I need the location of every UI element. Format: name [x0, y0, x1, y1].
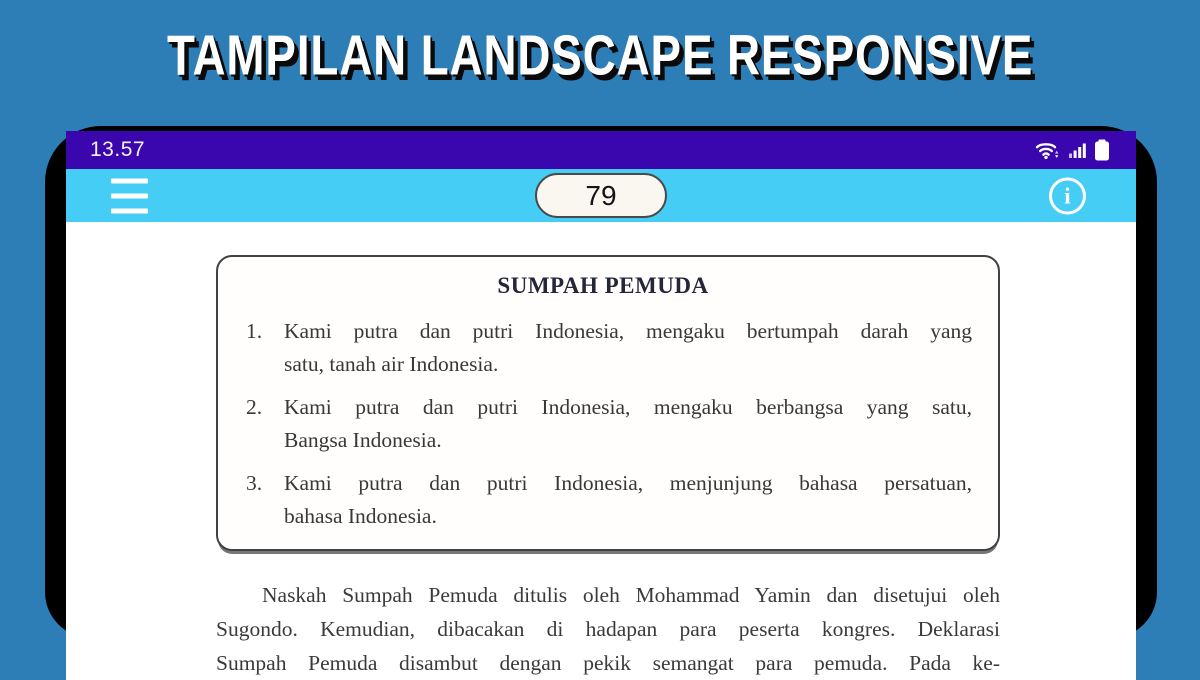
info-glyph: i — [1064, 183, 1071, 208]
battery-icon — [1094, 139, 1110, 161]
list-item-number: 1. — [246, 319, 263, 343]
device-frame — [45, 126, 1157, 675]
info-icon[interactable] — [1049, 177, 1086, 214]
list-item-text — [284, 315, 972, 381]
list-item-line: Bangsa Indonesia. — [284, 428, 442, 452]
sumpah-pemuda-box — [216, 255, 1000, 551]
list-item-line: Kami putra dan putri Indonesia, menjunjung bahasa persatuan, — [284, 471, 972, 495]
status-icons — [1035, 139, 1110, 161]
page-number-input[interactable]: 79 — [535, 173, 667, 218]
device-screen — [66, 131, 1136, 675]
list-item — [234, 467, 972, 533]
signal-strength-icon — [1069, 141, 1087, 159]
document-page — [66, 222, 1136, 680]
clock: 13.57 — [90, 138, 146, 161]
body-paragraph — [216, 578, 1000, 680]
list-item-line: satu, tanah air Indonesia. — [284, 352, 499, 376]
banner — [0, 0, 1200, 86]
paragraph-line: Naskah Sumpah Pemuda ditulis oleh Mohammad Yamin dan disetujui oleh — [262, 583, 1000, 607]
list-item-number: 3. — [246, 471, 263, 495]
list-item — [234, 315, 972, 381]
list-item-line: bahasa Indonesia. — [284, 504, 437, 528]
status-bar — [66, 131, 1136, 169]
list-item-line: Kami putra dan putri Indonesia, mengaku bertumpah darah yang — [284, 319, 972, 343]
list-item-text — [284, 467, 972, 533]
paragraph-line: Sugondo. Kemudian, dibacakan di hadapan para peserta kongres. Deklarasi — [216, 617, 1000, 641]
document-box-title: SUMPAH PEMUDA — [497, 273, 709, 298]
list-item-text — [284, 391, 972, 457]
app-bar — [66, 169, 1136, 222]
hamburger-bar — [111, 178, 148, 183]
banner-title: TAMPILAN LANDSCAPE RESPONSIVE — [166, 24, 1034, 88]
list-item-number: 2. — [246, 395, 263, 419]
hamburger-bar — [111, 193, 148, 198]
hamburger-bar — [111, 208, 148, 213]
list-item-line: Kami putra dan putri Indonesia, mengaku berbangsa yang satu, — [284, 395, 972, 419]
wifi-icon — [1035, 139, 1062, 161]
hamburger-menu-icon[interactable] — [111, 178, 148, 213]
list-item — [234, 391, 972, 457]
paragraph-line: Sumpah Pemuda disambut dengan pekik semangat para pemuda. Pada ke- — [216, 651, 1000, 675]
